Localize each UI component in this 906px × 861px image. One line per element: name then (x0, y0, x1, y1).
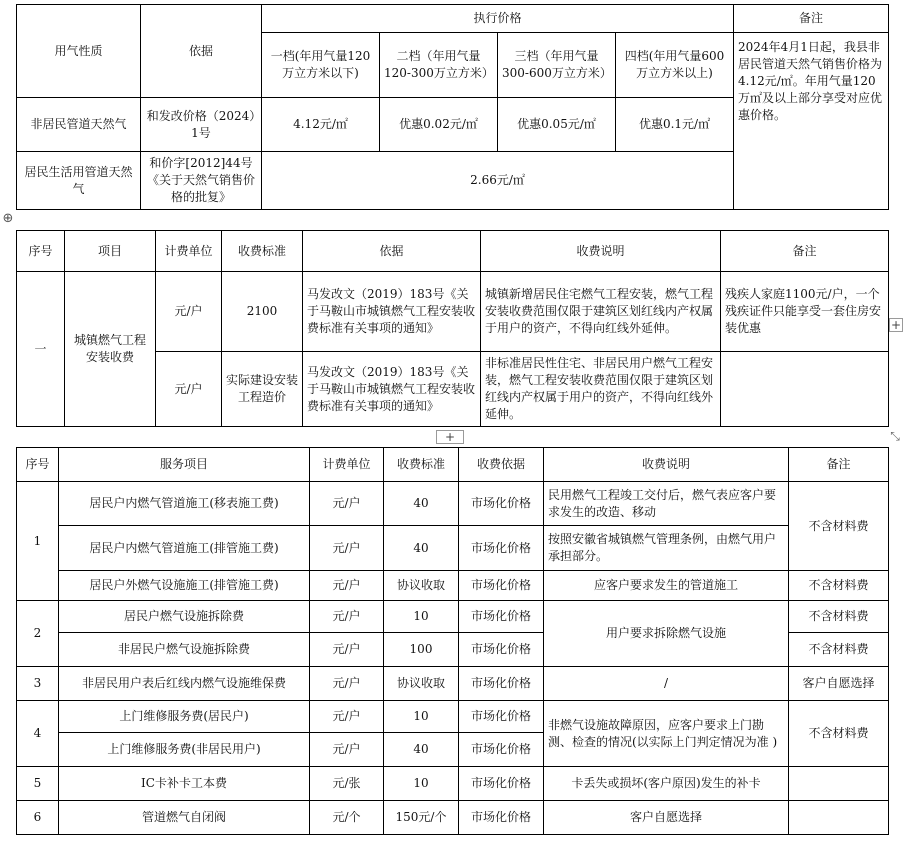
header-basis: 依据 (141, 5, 262, 98)
seq-cell: 5 (17, 767, 59, 801)
tier-1: 一档(年用气量120万立方米以下) (262, 33, 380, 98)
header-standard: 收费标准 (222, 231, 303, 272)
header-service: 服务项目 (59, 448, 310, 482)
header-seq: 序号 (17, 231, 65, 272)
unit-cell: 元/个 (310, 801, 384, 835)
service-cell: 上门维修服务费(居民户) (59, 701, 310, 733)
description-cell: 非燃气设施故障原因，应客户要求上门勘测、检查的情况(以实际上门判定情况为准 ) (544, 701, 789, 767)
note-cell: 不含材料费 (789, 482, 889, 571)
unit-cell: 元/户 (310, 667, 384, 701)
service-cell: 上门维修服务费(非居民用户) (59, 733, 310, 767)
basis-cell: 马发改文（2019）183号《关于马鞍山市城镇燃气工程安装收费标准有关事项的通知》 (303, 352, 481, 427)
service-cell: 居民户内燃气管道施工(排管施工费) (59, 526, 310, 571)
service-cell: 管道燃气自闭阀 (59, 801, 310, 835)
header-description: 收费说明 (544, 448, 789, 482)
gas-price-table (16, 4, 889, 210)
note-cell: 不含材料费 (789, 571, 889, 601)
unit-cell: 元/户 (156, 352, 222, 427)
installation-fee-table (16, 230, 889, 427)
unit-cell: 元/户 (310, 701, 384, 733)
unit-cell: 元/户 (310, 601, 384, 633)
description-cell: 应客户要求发生的管道施工 (544, 571, 789, 601)
header-unit: 计费单位 (156, 231, 222, 272)
price-tier-1: 4.12元/㎡ (262, 98, 380, 152)
note-cell: 不含材料费 (789, 601, 889, 633)
fee-basis-cell: 市场化价格 (459, 571, 544, 601)
unit-cell: 元/户 (310, 571, 384, 601)
table-resize-icon[interactable]: ⤡ (888, 430, 902, 444)
header-gas-type: 用气性质 (17, 5, 141, 98)
tier-4: 四档(年用气量600万立方米以上) (616, 33, 734, 98)
standard-cell: 2100 (222, 272, 303, 352)
header-fee-basis: 收费依据 (459, 448, 544, 482)
description-cell: 按照安徽省城镇燃气管理条例，由燃气用户承担部分。 (544, 526, 789, 571)
header-unit: 计费单位 (310, 448, 384, 482)
fee-basis-cell: 市场化价格 (459, 601, 544, 633)
price-residential: 2.66元/㎡ (262, 152, 734, 210)
note-cell: 不含材料费 (789, 701, 889, 767)
price-tier-4: 优惠0.1元/㎡ (616, 98, 734, 152)
item-cell: 城镇燃气工程安装收费 (65, 272, 156, 427)
note-cell (789, 767, 889, 801)
service-cell: 居民户外燃气设施施工(排管施工费) (59, 571, 310, 601)
seq-cell: 4 (17, 701, 59, 767)
service-cell: IC卡补卡工本费 (59, 767, 310, 801)
price-note: 2024年4月1日起，我县非居民管道天然气销售价格为4.12元/㎡。年用气量120万㎡及以上部分享受对应优惠价格。 (734, 33, 889, 210)
note-cell: 不含材料费 (789, 633, 889, 667)
header-standard: 收费标准 (384, 448, 459, 482)
seq-cell: 3 (17, 667, 59, 701)
standard-cell: 协议收取 (384, 667, 459, 701)
tier-3: 三档（年用气量300-600万立方米） (498, 33, 616, 98)
note-cell (721, 352, 889, 427)
description-cell: 卡丢失或损坏(客户原因)发生的补卡 (544, 767, 789, 801)
standard-cell: 协议收取 (384, 571, 459, 601)
basis-nonresidential: 和发改价格（2024）1号 (141, 98, 262, 152)
standard-cell: 10 (384, 601, 459, 633)
description-cell: 用户要求拆除燃气设施 (544, 601, 789, 667)
fee-basis-cell: 市场化价格 (459, 733, 544, 767)
header-note: 备注 (721, 231, 889, 272)
note-cell: 残疾人家庭1100元/户，一个残疾证件只能享受一套住房安装优惠 (721, 272, 889, 352)
fee-basis-cell: 市场化价格 (459, 701, 544, 733)
tier-2: 二档（年用气量120-300万立方米） (380, 33, 498, 98)
standard-cell: 100 (384, 633, 459, 667)
standard-cell: 实际建设安装工程造价 (222, 352, 303, 427)
description-cell: 民用燃气工程竣工交付后，燃气表应客户要求发生的改造、移动 (544, 482, 789, 526)
header-note: 备注 (734, 5, 889, 33)
header-item: 项目 (65, 231, 156, 272)
unit-cell: 元/户 (310, 633, 384, 667)
header-price: 执行价格 (262, 5, 734, 33)
description-cell: 客户自愿选择 (544, 801, 789, 835)
description-cell: 非标准居民性住宅、非居民用户燃气工程安装，燃气工程安装收费范围仅限于建筑区划红线内产权属于用户的资产，不得向红线外延伸。 (481, 352, 721, 427)
basis-residential: 和价字[2012]44号《关于天然气销售价格的批复》 (141, 152, 262, 210)
header-note: 备注 (789, 448, 889, 482)
standard-cell: 10 (384, 701, 459, 733)
note-cell: 客户自愿选择 (789, 667, 889, 701)
header-description: 收费说明 (481, 231, 721, 272)
standard-cell: 40 (384, 526, 459, 571)
seq-cell: 一 (17, 272, 65, 427)
unit-cell: 元/户 (310, 526, 384, 571)
unit-cell: 元/户 (156, 272, 222, 352)
description-cell: / (544, 667, 789, 701)
standard-cell: 40 (384, 733, 459, 767)
fee-basis-cell: 市场化价格 (459, 767, 544, 801)
price-tier-3: 优惠0.05元/㎡ (498, 98, 616, 152)
basis-cell: 马发改文（2019）183号《关于马鞍山市城镇燃气工程安装收费标准有关事项的通知》 (303, 272, 481, 352)
seq-cell: 1 (17, 482, 59, 601)
description-cell: 城镇新增居民住宅燃气工程安装，燃气工程安装收费范围仅限于建筑区划红线内产权属于用户的资产，不得向红线外延伸。 (481, 272, 721, 352)
note-cell (789, 801, 889, 835)
header-basis: 依据 (303, 231, 481, 272)
seq-cell: 2 (17, 601, 59, 667)
standard-cell: 150元/个 (384, 801, 459, 835)
standard-cell: 10 (384, 767, 459, 801)
fee-basis-cell: 市场化价格 (459, 667, 544, 701)
seq-cell: 6 (17, 801, 59, 835)
unit-cell: 元/户 (310, 733, 384, 767)
add-row-icon[interactable]: + (436, 430, 464, 444)
service-cell: 居民户内燃气管道施工(移表施工费) (59, 482, 310, 526)
fee-basis-cell: 市场化价格 (459, 633, 544, 667)
service-cell: 非居民用户表后红线内燃气设施维保费 (59, 667, 310, 701)
unit-cell: 元/张 (310, 767, 384, 801)
gas-type-nonresidential: 非居民管道天然气 (17, 98, 141, 152)
gas-type-residential: 居民生活用管道天然气 (17, 152, 141, 210)
table-move-icon[interactable]: ⊕ (2, 211, 14, 226)
add-column-icon[interactable]: + (890, 318, 902, 332)
service-fee-table (16, 447, 889, 835)
fee-basis-cell: 市场化价格 (459, 526, 544, 571)
standard-cell: 40 (384, 482, 459, 526)
service-cell: 非居民户燃气设施拆除费 (59, 633, 310, 667)
fee-basis-cell: 市场化价格 (459, 801, 544, 835)
fee-basis-cell: 市场化价格 (459, 482, 544, 526)
price-tier-2: 优惠0.02元/㎡ (380, 98, 498, 152)
service-cell: 居民户燃气设施拆除费 (59, 601, 310, 633)
header-seq: 序号 (17, 448, 59, 482)
unit-cell: 元/户 (310, 482, 384, 526)
